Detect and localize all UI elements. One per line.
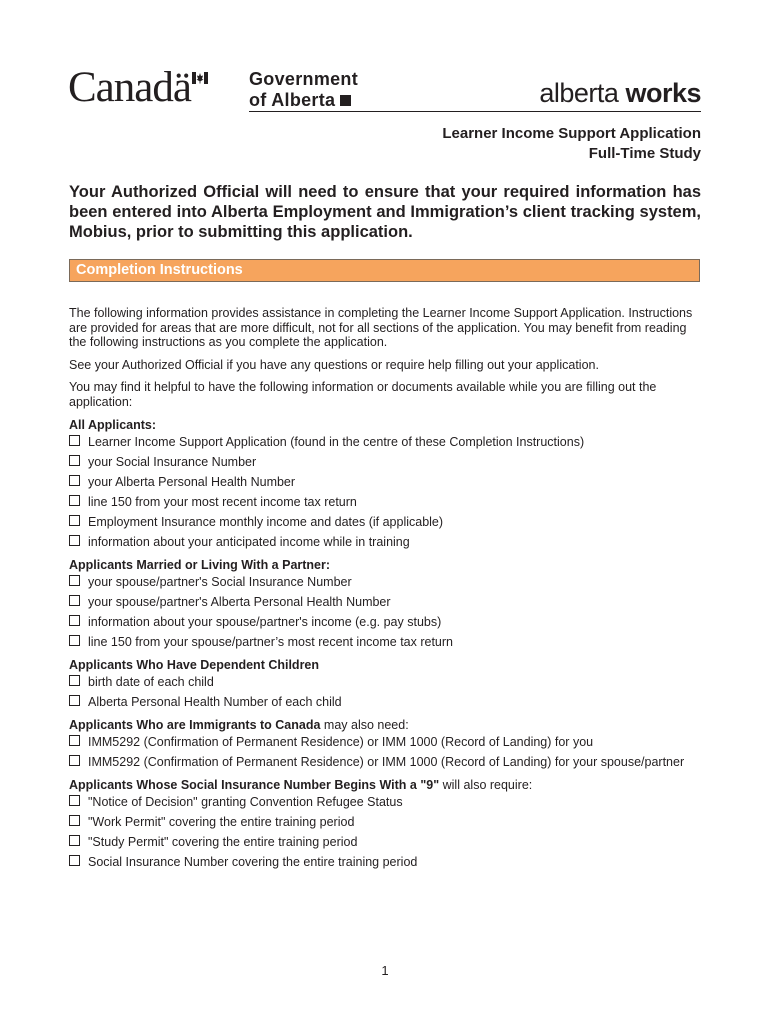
title-line1: Learner Income Support Application [442, 125, 701, 142]
checklist-item[interactable] [69, 595, 701, 610]
checklist-item[interactable] [69, 535, 701, 550]
group-heading: Applicants Whose Social Insurance Number Begins With a "9" will also require: [69, 778, 533, 792]
canada-wordmark: Canadä [68, 64, 191, 111]
checklist-item-label: your Social Insurance Number [88, 454, 257, 469]
checklist-item-label: "Study Permit" covering the entire training period [88, 834, 358, 849]
checklist-item[interactable] [69, 695, 701, 710]
group-heading: All Applicants: [69, 418, 157, 432]
checklist-item-label: line 150 from your most recent income tax return [88, 494, 357, 509]
checkbox[interactable] [69, 455, 80, 466]
checkbox[interactable] [69, 855, 80, 866]
checklist-item-label: your spouse/partner's Alberta Personal Health Number [88, 594, 391, 609]
canada-flag-icon [192, 72, 208, 84]
official-notice: Your Authorized Official will need to ensure that your required information has been entered into Alberta Employment and Immigration’s client tracking system, Mobius, prior to submitting this application. [69, 183, 701, 241]
checklist-item-label: birth date of each child [88, 674, 214, 689]
alberta-works-light: alberta [539, 78, 619, 108]
checkbox[interactable] [69, 835, 80, 846]
checklist-item[interactable] [69, 435, 701, 450]
checkbox[interactable] [69, 615, 80, 626]
intro-paragraph: The following information provides assistance in completing the Learner Income Support Application. Instructions are provided for areas that are more difficult, not for all sections of the application. You may benefit from reading the following instructions as you complete the application. [69, 306, 693, 349]
group-heading: Applicants Married or Living With a Partner: [69, 558, 331, 572]
checkbox[interactable] [69, 435, 80, 446]
group-all-applicants [69, 418, 701, 549]
government-of-alberta-logo [249, 69, 358, 111]
checklist-item-label: information about your spouse/partner's income (e.g. pay stubs) [88, 614, 442, 629]
group-heading: Applicants Who Have Dependent Children [69, 658, 320, 672]
header-rule [249, 111, 701, 112]
checklist-item[interactable] [69, 675, 701, 690]
group-dependent-children [69, 658, 701, 709]
checklist-item-label: line 150 from your spouse/partner’s most recent income tax return [88, 634, 453, 649]
checklist-item[interactable] [69, 835, 701, 850]
checkbox[interactable] [69, 795, 80, 806]
checklist-item-label: IMM5292 (Confirmation of Permanent Residence) or IMM 1000 (Record of Landing) for your spouse/partner [88, 754, 685, 769]
section-title: Completion Instructions [76, 262, 243, 278]
checklist-item[interactable] [69, 855, 701, 870]
group-immigrants [69, 718, 701, 769]
alberta-works-bold: works [625, 78, 701, 108]
checklist-item-label: "Notice of Decision" granting Convention Refugee Status [88, 794, 403, 809]
section-header [69, 259, 700, 282]
instructions-content [69, 306, 701, 875]
checklist-item[interactable] [69, 515, 701, 530]
checklist-item-label: information about your anticipated income while in training [88, 534, 410, 549]
title-line2: Full-Time Study [588, 145, 701, 162]
checklist-item[interactable] [69, 455, 701, 470]
checklist-item[interactable] [69, 735, 701, 750]
checkbox[interactable] [69, 675, 80, 686]
checklist-item[interactable] [69, 755, 701, 770]
group-sin-begins-with-9 [69, 778, 701, 869]
checklist-item-label: Employment Insurance monthly income and dates (if applicable) [88, 514, 444, 529]
intro-paragraph: You may find it helpful to have the following information or documents available while you are filling out the application: [69, 380, 657, 409]
checkbox[interactable] [69, 595, 80, 606]
checklist-item-label: your Alberta Personal Health Number [88, 474, 296, 489]
checklist-item[interactable] [69, 635, 701, 650]
group-married-or-partner [69, 558, 701, 649]
checkbox[interactable] [69, 495, 80, 506]
alberta-works-logo [539, 80, 701, 107]
checkbox[interactable] [69, 755, 80, 766]
checklist-item[interactable] [69, 575, 701, 590]
checkbox[interactable] [69, 735, 80, 746]
checklist-item-label: Alberta Personal Health Number of each child [88, 694, 342, 709]
checklist-item-label: IMM5292 (Confirmation of Permanent Residence) or IMM 1000 (Record of Landing) for you [88, 734, 594, 749]
alberta-square-icon [340, 95, 351, 106]
government-line1: Government [249, 69, 359, 89]
government-line2: of Alberta [249, 90, 336, 110]
checkbox[interactable] [69, 535, 80, 546]
checklist-item[interactable] [69, 475, 701, 490]
document-title [442, 124, 701, 164]
checklist-item[interactable] [69, 495, 701, 510]
checklist-item[interactable] [69, 615, 701, 630]
group-heading: Applicants Who are Immigrants to Canada may also need: [69, 718, 409, 732]
page-number: 1 [381, 963, 389, 978]
checklist-item[interactable] [69, 815, 701, 830]
checkbox[interactable] [69, 475, 80, 486]
checklist-item[interactable] [69, 795, 701, 810]
checkbox[interactable] [69, 575, 80, 586]
checklist-item-label: your spouse/partner's Social Insurance Number [88, 574, 352, 589]
checklist-item-label: Learner Income Support Application (found in the centre of these Completion Instructions) [88, 434, 585, 449]
checkbox[interactable] [69, 635, 80, 646]
checklist-item-label: Social Insurance Number covering the entire training period [88, 854, 418, 869]
checkbox[interactable] [69, 515, 80, 526]
checkbox[interactable] [69, 815, 80, 826]
intro-paragraph: See your Authorized Official if you have any questions or require help filling out your application. [69, 357, 599, 372]
checklist-item-label: "Work Permit" covering the entire training period [88, 814, 355, 829]
checkbox[interactable] [69, 695, 80, 706]
